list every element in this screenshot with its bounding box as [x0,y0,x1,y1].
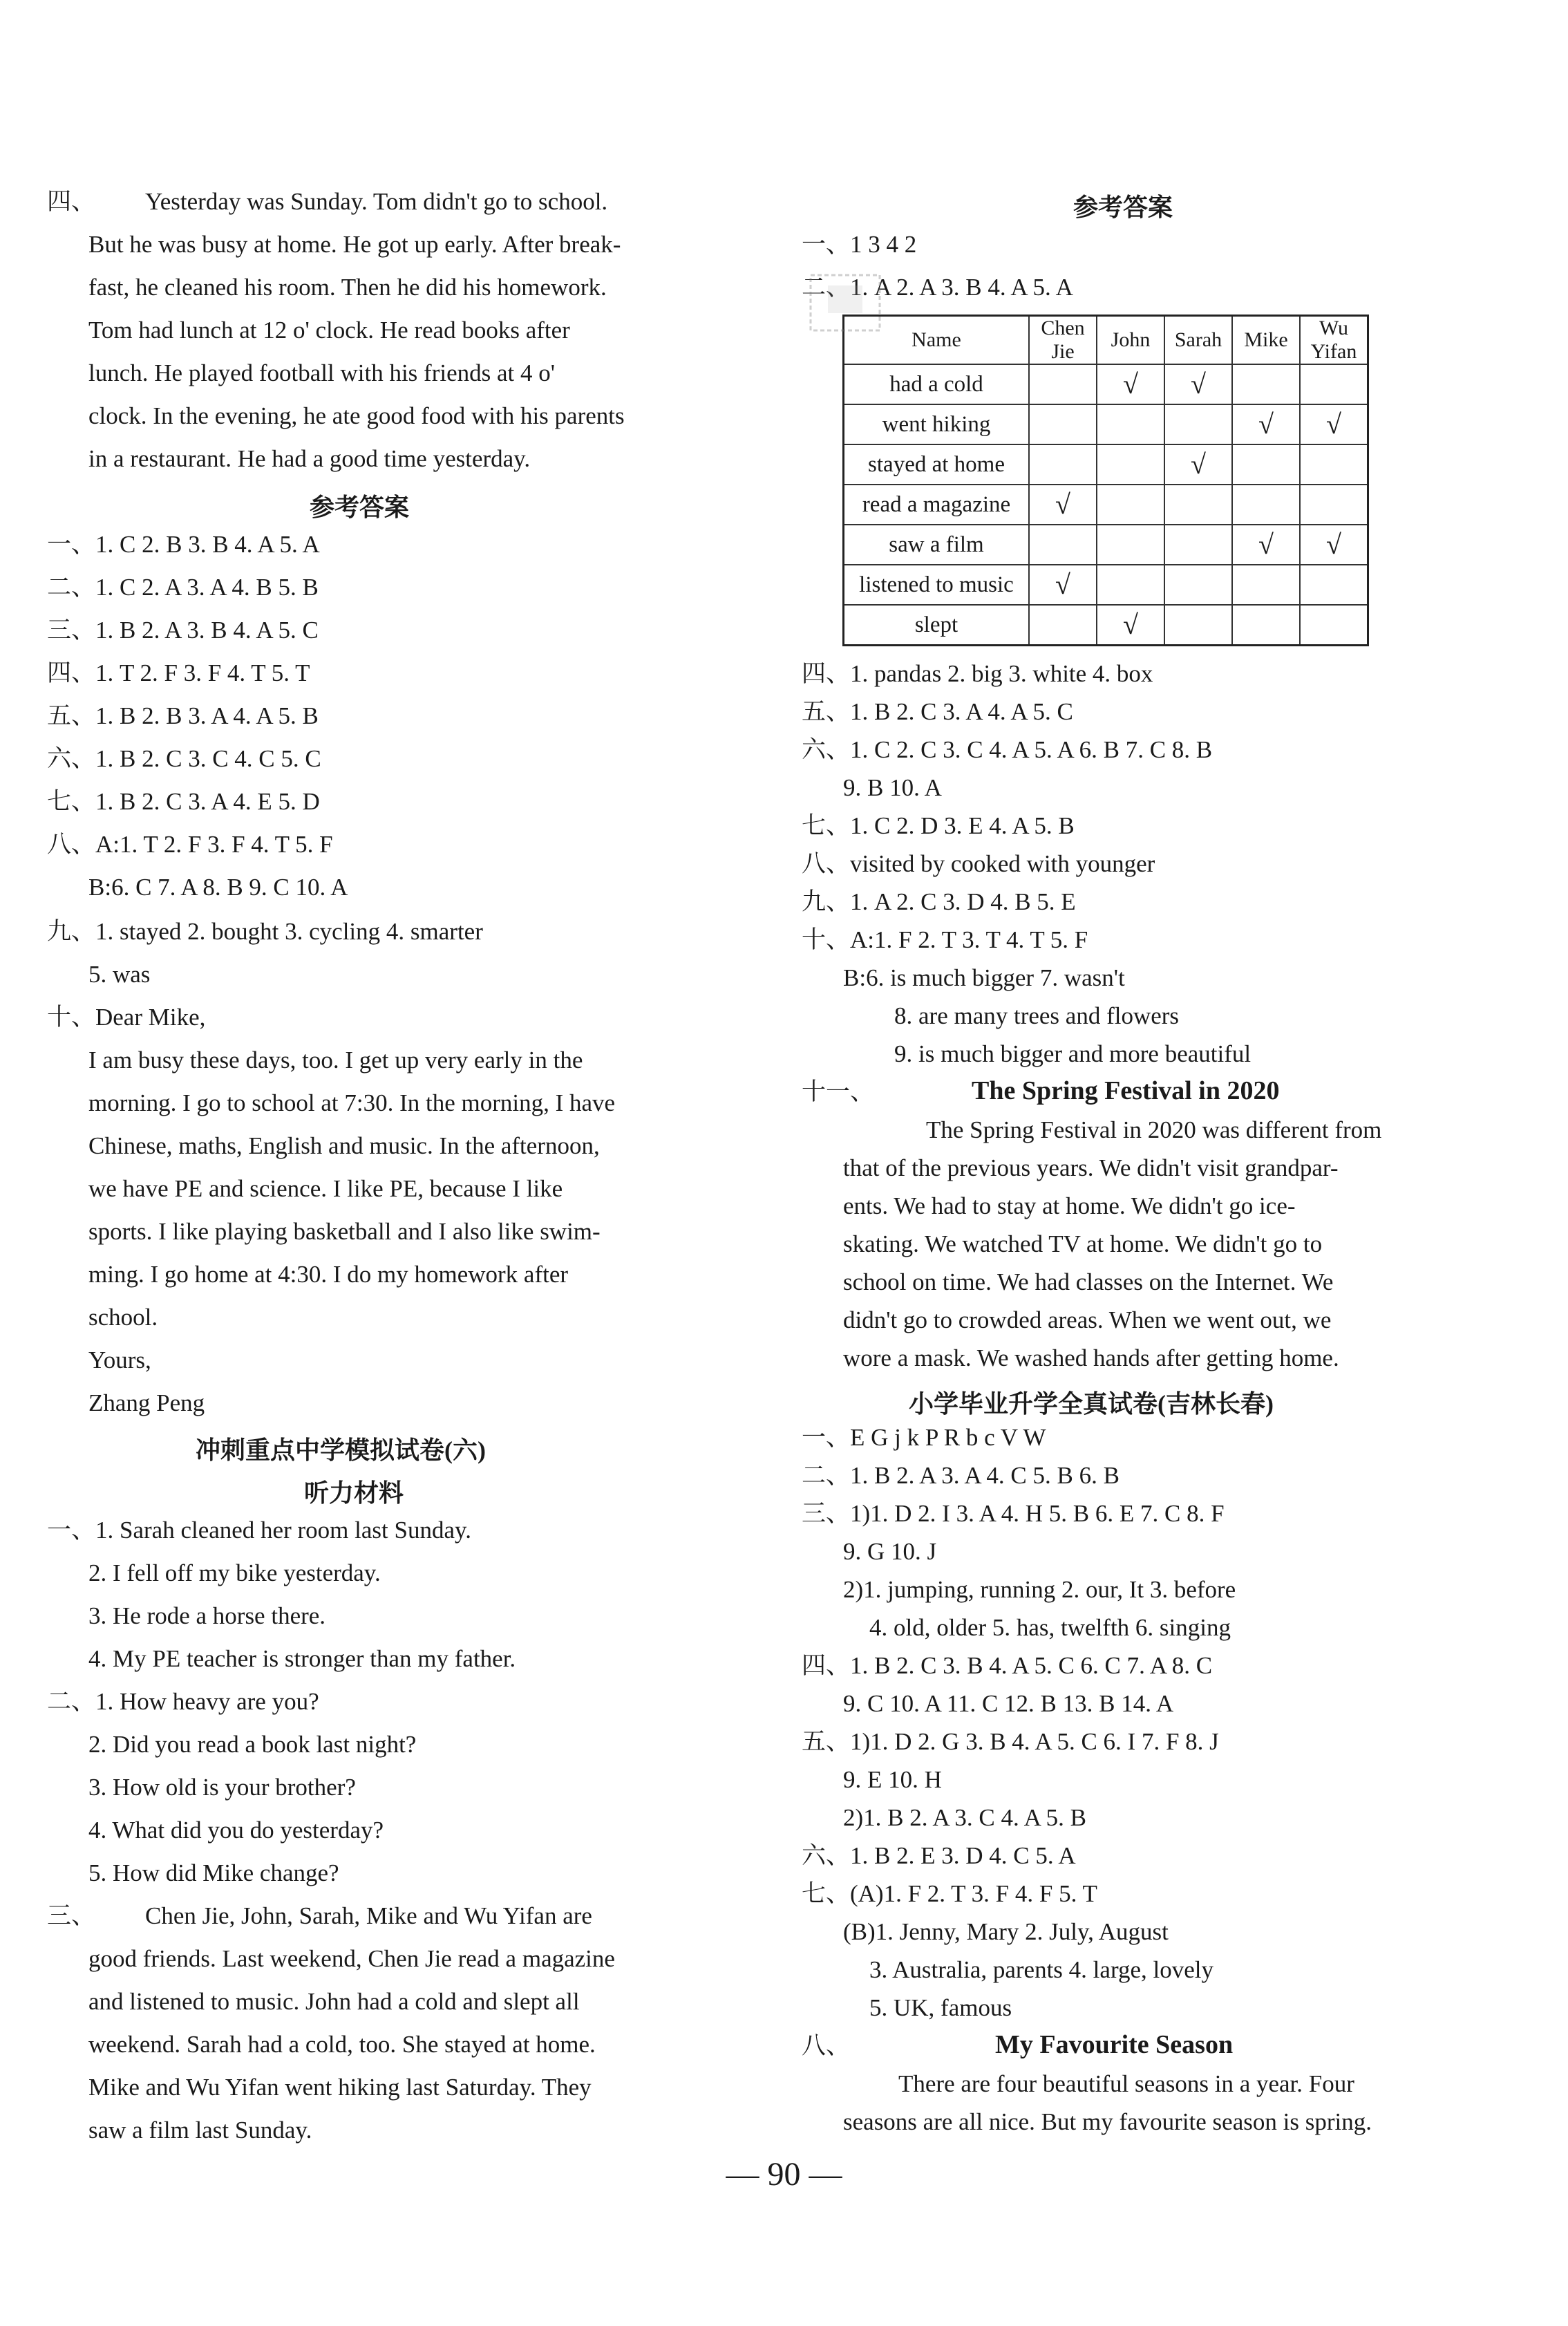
check-mark [1232,485,1300,525]
check-mark: √ [1232,404,1300,444]
section-label: 十一、 [802,1078,875,1105]
letter-line: morning. I go to school at 7:30. In the morning, I have [88,1089,616,1116]
passage-line: in a restaurant. He had a good time yesterday. [88,445,531,472]
passage-line: But he was busy at home. He got up early. After break- [88,231,621,258]
table-row [844,525,1368,565]
check-mark: √ [1164,444,1232,485]
check-mark [1232,364,1300,404]
check-mark [1097,444,1164,485]
answer-line: 二、1. B 2. A 3. A 4. C 5. B 6. B [802,1462,1120,1489]
check-mark [1300,485,1368,525]
check-mark [1097,404,1164,444]
table-row [844,404,1368,444]
check-mark [1029,364,1097,404]
essay-line: seasons are all nice. But my favourite season is spring. [843,2108,1372,2135]
letter-line: sports. I like playing basketball and I also like swim- [88,1218,601,1245]
check-mark [1300,605,1368,646]
check-mark [1164,605,1232,646]
answer-line: 二、1. C 2. A 3. A 4. B 5. B [47,574,319,601]
letter-line: we have PE and science. I like PE, because I like [88,1175,563,1202]
answer-line: 9. C 10. A 11. C 12. B 13. B 14. A [843,1690,1174,1717]
listening-line: 3. He rode a horse there. [88,1602,326,1629]
answer-line: B:6. C 7. A 8. B 9. C 10. A [88,874,348,901]
letter-line: I am busy these days, too. I get up very early in the [88,1047,583,1073]
answer-line: 七、1. B 2. C 3. A 4. E 5. D [47,788,320,815]
essay-title: The Spring Festival in 2020 [972,1076,1280,1105]
passage-line: clock. In the evening, he ate good food with his parents [88,402,625,429]
answer-line: 5. UK, famous [869,1994,1012,2021]
answers-heading: 参考答案 [310,494,410,521]
table-header: John [1097,316,1164,365]
answer-line: 9. is much bigger and more beautiful [894,1040,1251,1067]
check-mark [1300,444,1368,485]
letter-closing: Yours, [88,1347,151,1373]
answer-line: 五、1. B 2. B 3. A 4. A 5. B [47,702,319,729]
answer-line: 三、1)1. D 2. I 3. A 4. H 5. B 6. E 7. C 8. F [802,1500,1225,1527]
check-mark [1097,565,1164,605]
answer-line: 3. Australia, parents 4. large, lovely [869,1956,1213,1983]
check-mark [1232,605,1300,646]
passage-line: Tom had lunch at 12 o' clock. He read books after [88,317,570,344]
passage-line: and listened to music. John had a cold and slept all [88,1988,580,2015]
table-row [844,605,1368,646]
check-mark: √ [1097,605,1164,646]
section-label: 八、 [802,2032,851,2059]
listening-line: 4. My PE teacher is stronger than my father. [88,1645,516,1672]
survey-table [842,315,1369,646]
check-mark: √ [1097,364,1164,404]
essay-line: There are four beautiful seasons in a year. Four [898,2070,1354,2097]
table-cell-activity: read a magazine [844,485,1030,525]
essay-line: ents. We had to stay at home. We didn't go ice- [843,1192,1296,1219]
essay-line: skating. We watched TV at home. We didn't go to [843,1230,1323,1257]
exam-title: 小学毕业升学全真试卷(吉林长春) [909,1390,1274,1418]
stamp-icon [807,268,883,337]
table-row [844,485,1368,525]
answers-heading: 参考答案 [1073,194,1173,221]
check-mark [1300,565,1368,605]
essay-line: The Spring Festival in 2020 was different from [926,1116,1382,1143]
table-cell-activity: slept [844,605,1030,646]
answer-line: 七、1. C 2. D 3. E 4. A 5. B [802,812,1075,839]
answer-line: 9. E 10. H [843,1766,942,1793]
passage-line: good friends. Last weekend, Chen Jie read a magazine [88,1945,615,1972]
letter-line: school. [88,1304,158,1331]
answer-line: 5. was [88,961,151,988]
answer-line: 四、1. B 2. C 3. B 4. A 5. C 6. C 7. A 8. C [802,1652,1213,1679]
page-number: — 90 — [726,2156,842,2193]
listening-line: 3. How old is your brother? [88,1774,356,1801]
answer-line: 十、Dear Mike, [47,1004,206,1031]
table-header: Mike [1232,316,1300,365]
answer-line: 一、1 3 4 2 [802,231,917,258]
essay-line: wore a mask. We washed hands after getting home. [843,1344,1339,1371]
answer-line: 五、1)1. D 2. G 3. B 4. A 5. C 6. I 7. F 8. J [802,1728,1219,1755]
answer-line: 七、(A)1. F 2. T 3. F 4. F 5. T [802,1880,1097,1907]
check-mark: √ [1029,485,1097,525]
table-row [844,444,1368,485]
check-mark [1029,525,1097,565]
passage-line: lunch. He played football with his friends at 4 o' [88,359,556,386]
listening-line: 二、1. How heavy are you? [47,1688,319,1715]
check-mark: √ [1300,404,1368,444]
passage-line: Chen Jie, John, Sarah, Mike and Wu Yifan are [145,1902,592,1929]
exam-title: 冲刺重点中学模拟试卷(六) [196,1436,486,1464]
check-mark [1232,444,1300,485]
check-mark: √ [1164,364,1232,404]
answer-line: B:6. is much bigger 7. wasn't [843,964,1125,991]
answer-line: 2)1. B 2. A 3. C 4. A 5. B [843,1804,1087,1831]
essay-line: school on time. We had classes on the Internet. We [843,1268,1334,1295]
table-cell-activity: went hiking [844,404,1030,444]
answer-line: 八、A:1. T 2. F 3. F 4. T 5. F [47,831,333,858]
answer-line: 八、visited by cooked with younger [802,850,1155,877]
answer-line: (B)1. Jenny, Mary 2. July, August [843,1918,1169,1945]
answer-line: 四、1. T 2. F 3. F 4. T 5. T [47,659,310,686]
check-mark [1164,404,1232,444]
listening-line: 一、1. Sarah cleaned her room last Sunday. [47,1517,471,1544]
check-mark [1029,444,1097,485]
answer-line: 二、1. A 2. A 3. B 4. A 5. A [802,274,1073,301]
answer-line: 2)1. jumping, running 2. our, It 3. before [843,1576,1236,1603]
check-mark [1164,485,1232,525]
table-cell-activity: stayed at home [844,444,1030,485]
table-cell-activity: saw a film [844,525,1030,565]
answer-line: 六、1. B 2. C 3. C 4. C 5. C [47,745,321,772]
essay-line: didn't go to crowded areas. When we went out, we [843,1306,1332,1333]
answer-line: 三、1. B 2. A 3. B 4. A 5. C [47,617,319,644]
table-row [844,565,1368,605]
table-cell-activity: listened to music [844,565,1030,605]
answer-line: 四、1. pandas 2. big 3. white 4. box [802,660,1153,687]
letter-signature: Zhang Peng [88,1389,205,1416]
passage-line: saw a film last Sunday. [88,2117,312,2144]
answer-line: 六、1. B 2. E 3. D 4. C 5. A [802,1842,1076,1869]
check-mark [1164,565,1232,605]
answer-line: 9. B 10. A [843,774,942,801]
check-mark [1097,485,1164,525]
check-mark [1164,525,1232,565]
check-mark [1029,605,1097,646]
check-mark [1300,364,1368,404]
passage-line: fast, he cleaned his room. Then he did his homework. [88,274,607,301]
essay-title: My Favourite Season [995,2030,1234,2059]
check-mark [1029,404,1097,444]
listening-line: 5. How did Mike change? [88,1859,339,1886]
essay-line: that of the previous years. We didn't visit grandpar- [843,1154,1339,1181]
check-mark [1232,565,1300,605]
check-mark: √ [1232,525,1300,565]
section-label: 四、 [47,188,96,215]
answer-line: 六、1. C 2. C 3. C 4. A 5. A 6. B 7. C 8. B [802,736,1213,763]
listening-title: 听力材料 [304,1479,404,1507]
passage-line: Mike and Wu Yifan went hiking last Saturday. They [88,2074,592,2101]
answer-line: 九、1. A 2. C 3. D 4. B 5. E [802,888,1076,915]
answer-line: 九、1. stayed 2. bought 3. cycling 4. smarter [47,918,483,945]
answer-line: 五、1. B 2. C 3. A 4. A 5. C [802,698,1073,725]
answer-line: 8. are many trees and flowers [894,1002,1180,1029]
passage-line: weekend. Sarah had a cold, too. She stayed at home. [88,2031,596,2058]
answer-line: 9. G 10. J [843,1538,937,1565]
table-header: Name [844,316,1030,365]
table-header: Wu Yifan [1300,316,1368,365]
table-header: Sarah [1164,316,1232,365]
listening-line: 2. I fell off my bike yesterday. [88,1559,381,1586]
check-mark [1097,525,1164,565]
passage-line: Yesterday was Sunday. Tom didn't go to school. [145,188,608,215]
table-header: Chen Jie [1029,316,1097,365]
table-cell-activity: had a cold [844,364,1030,404]
check-mark: √ [1300,525,1368,565]
listening-line: 2. Did you read a book last night? [88,1731,417,1758]
answer-line: 4. old, older 5. has, twelfth 6. singing [869,1614,1231,1641]
listening-line: 4. What did you do yesterday? [88,1817,384,1844]
answer-line: 一、E G j k P R b c V W [802,1424,1046,1451]
answer-line: 一、1. C 2. B 3. B 4. A 5. A [47,531,320,558]
check-mark: √ [1029,565,1097,605]
table-header-row [844,316,1368,365]
letter-line: Chinese, maths, English and music. In the afternoon, [88,1132,600,1159]
table-row [844,364,1368,404]
section-label: 三、 [47,1902,96,1929]
answer-line: 十、A:1. F 2. T 3. T 4. T 5. F [802,926,1088,953]
letter-line: ming. I go home at 4:30. I do my homework after [88,1261,569,1288]
